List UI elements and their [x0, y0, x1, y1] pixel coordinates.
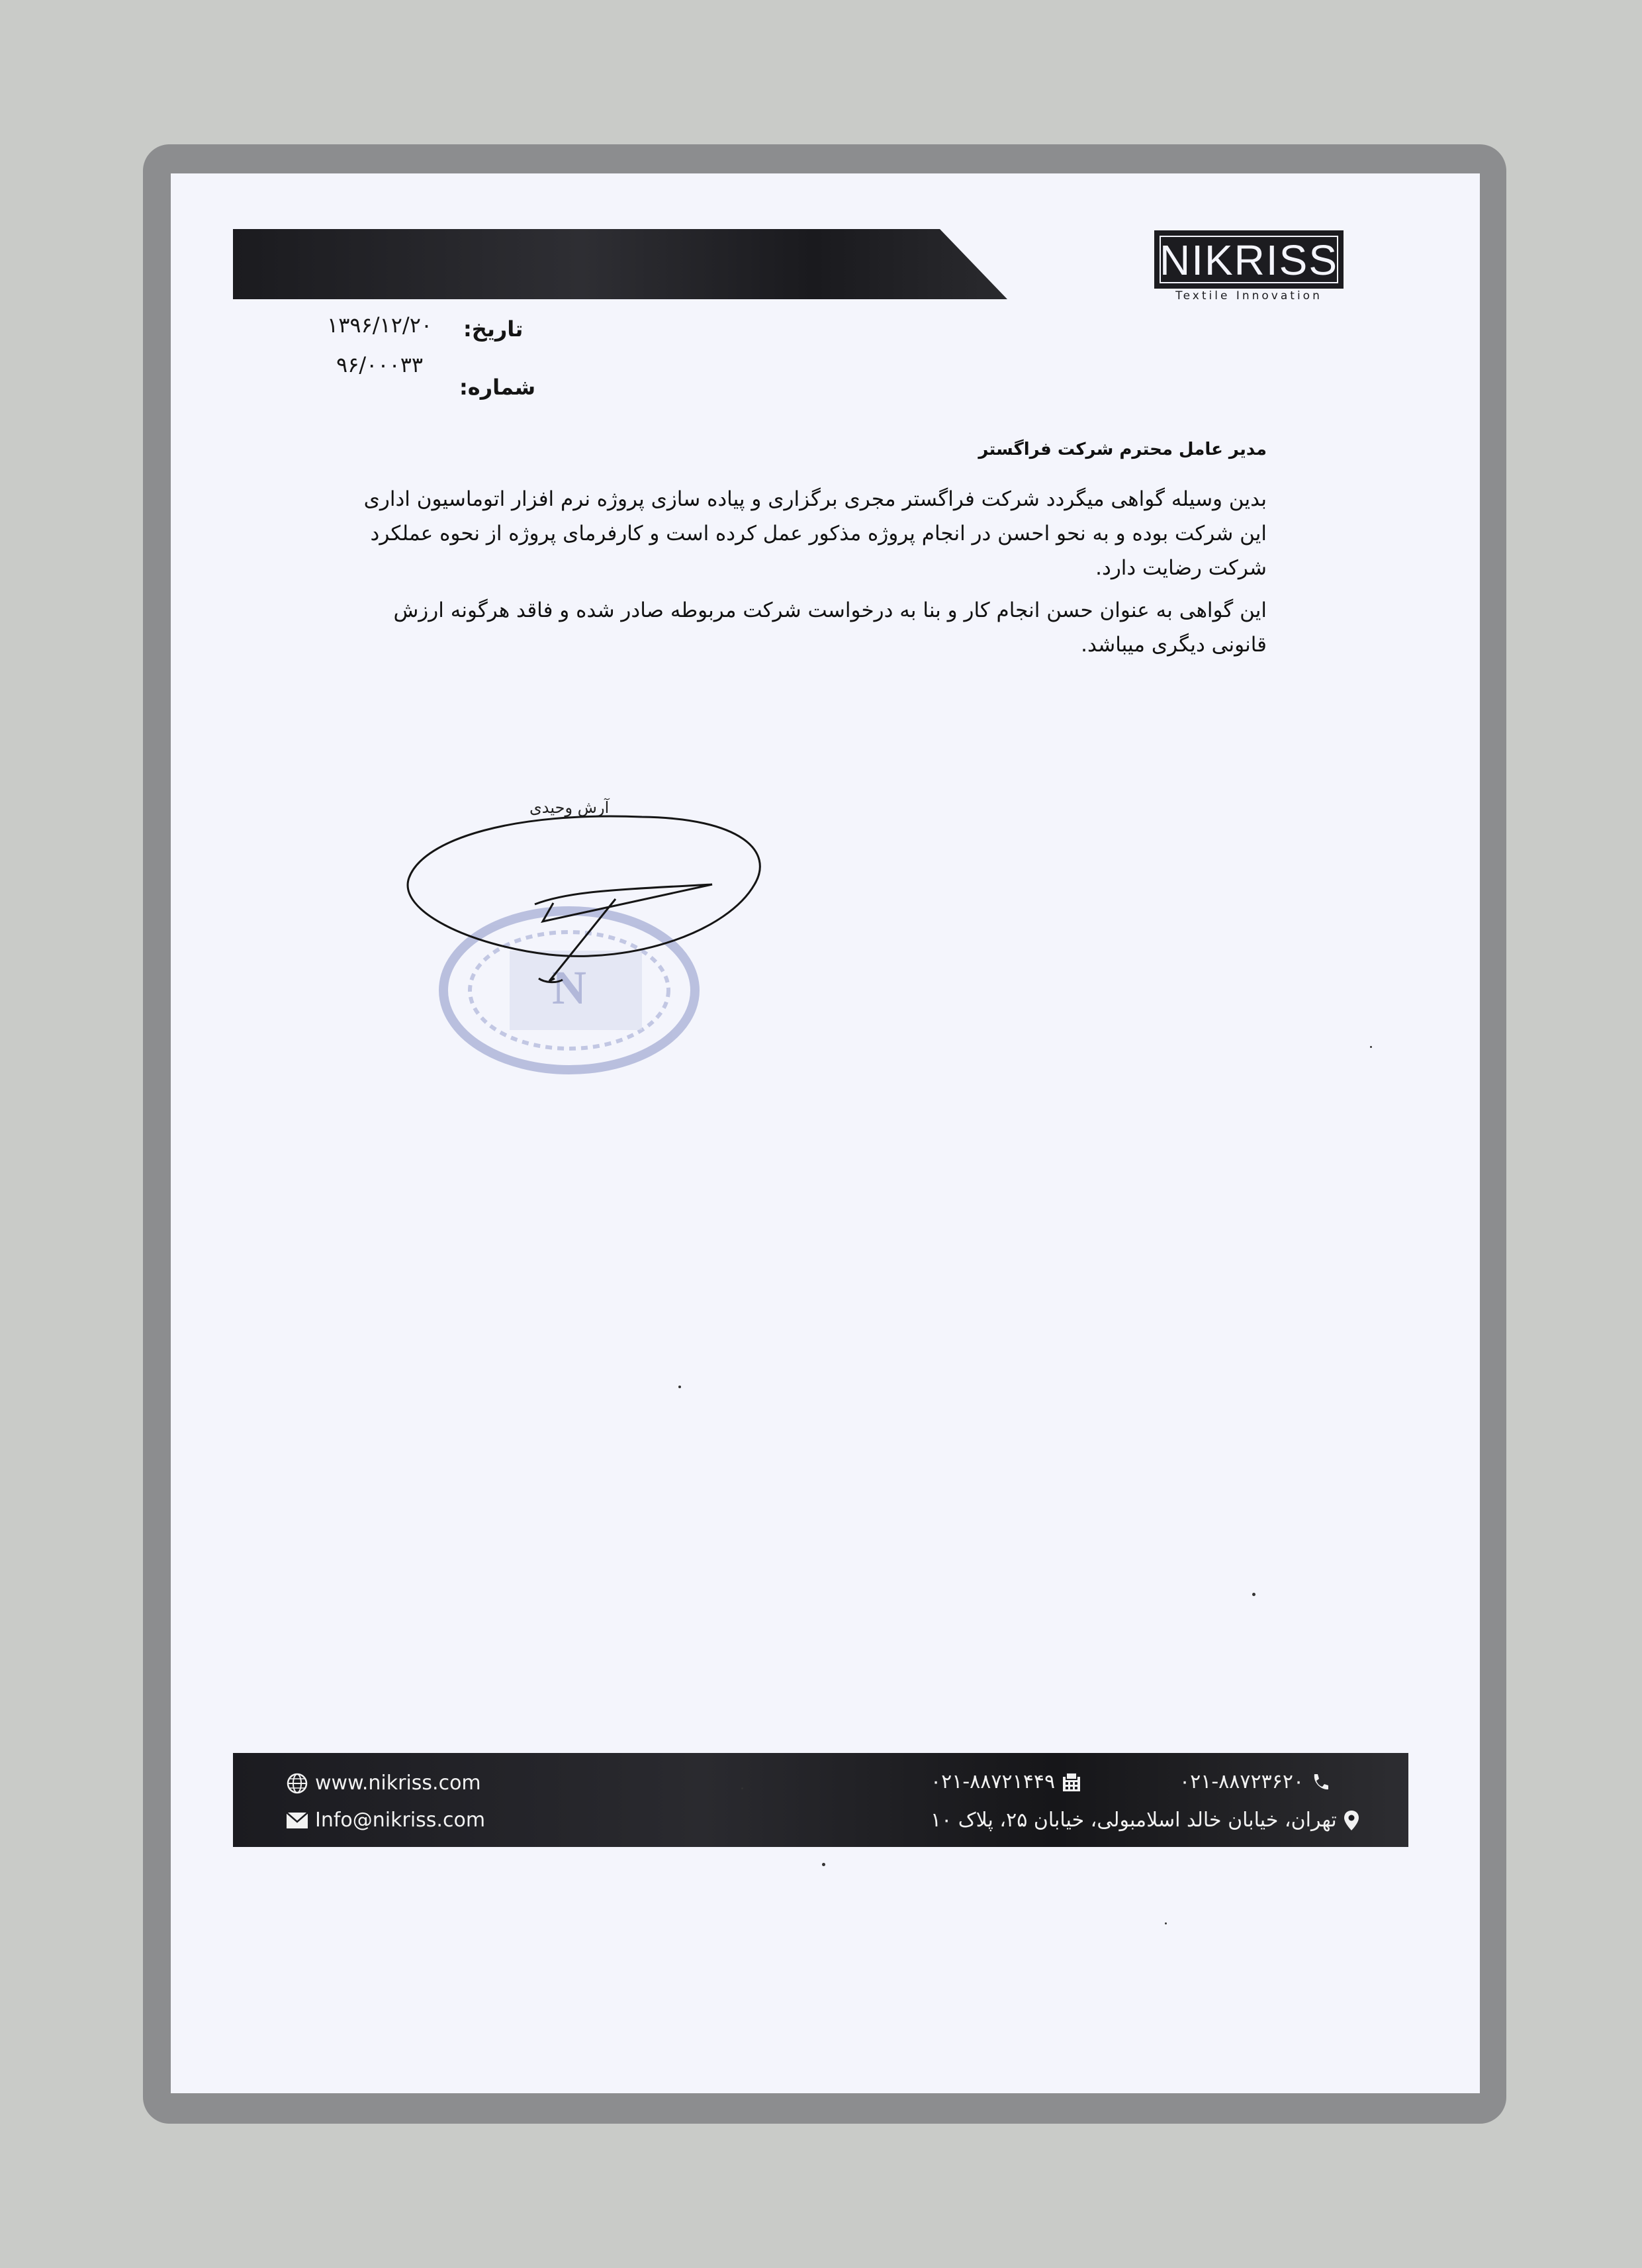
fax-icon [1062, 1772, 1081, 1793]
number-value: ۹۶/۰۰۰۳۳ [336, 352, 424, 377]
phone-icon [1310, 1772, 1330, 1792]
number-label: شماره: [459, 375, 536, 400]
footer-email[interactable] [286, 1809, 485, 1832]
location-icon [1344, 1810, 1359, 1831]
date-label: تاریخ: [463, 316, 524, 342]
paragraph-2: این گواهی به عنوان حسن انجام کار و بنا به درخواست شرکت مربوطه صادر شده و فاقد هرگونه ارزش قانونی دیگری میباشد. [393, 598, 1267, 657]
footer-band [233, 1753, 1408, 1847]
scan-speck [741, 1787, 743, 1789]
footer-website[interactable] [286, 1772, 481, 1795]
phone-text: ۰۲۱-۸۸۷۲۳۶۲۰ [1179, 1770, 1304, 1793]
scan-speck [678, 1386, 681, 1388]
date-value: ۱۳۹۶/۱۲/۲۰ [327, 312, 433, 338]
scan-speck [822, 1863, 825, 1866]
website-text: www.nikriss.com [315, 1772, 481, 1795]
logo-text: NIKRISS [1159, 236, 1339, 284]
fax-text: ۰۲۱-۸۸۷۲۱۴۴۹ [931, 1770, 1056, 1793]
svg-text:N: N [552, 961, 586, 1014]
scan-speck [1165, 1922, 1167, 1924]
footer-phone [1179, 1770, 1330, 1793]
salutation: مدیر عامل محترم شرکت فراگستر [978, 440, 1267, 459]
email-text: Info@nikriss.com [315, 1809, 486, 1832]
paragraph-1: بدین وسیله گواهی میگردد شرکت فراگستر مجری برگزاری و پیاده سازی پروژه نرم افزار اتوماسیون اداری این شرکت بوده و به نحو احسن در انجام پروژه مذکور عمل کرده است و کارفرمای پروژه از نحوه عملکرد شرکت رضایت دارد. [363, 487, 1267, 580]
address-text: تهران، خیابان خالد اسلامبولی، خیابان ۲۵، پلاک ۱۰ [931, 1809, 1337, 1832]
company-logo [1154, 230, 1344, 289]
header-band [233, 229, 1007, 299]
mail-icon [286, 1812, 308, 1829]
company-stamp [443, 911, 695, 1070]
scan-speck [1252, 1593, 1255, 1596]
footer-fax [931, 1770, 1081, 1793]
scan-speck [1370, 1046, 1372, 1048]
signer-name: آرش وحیدی [529, 798, 610, 817]
footer-address [931, 1809, 1359, 1832]
signature-stamp-area [397, 792, 860, 1083]
globe-icon [286, 1772, 308, 1795]
logo-tagline: Textile Innovation [1175, 289, 1322, 303]
